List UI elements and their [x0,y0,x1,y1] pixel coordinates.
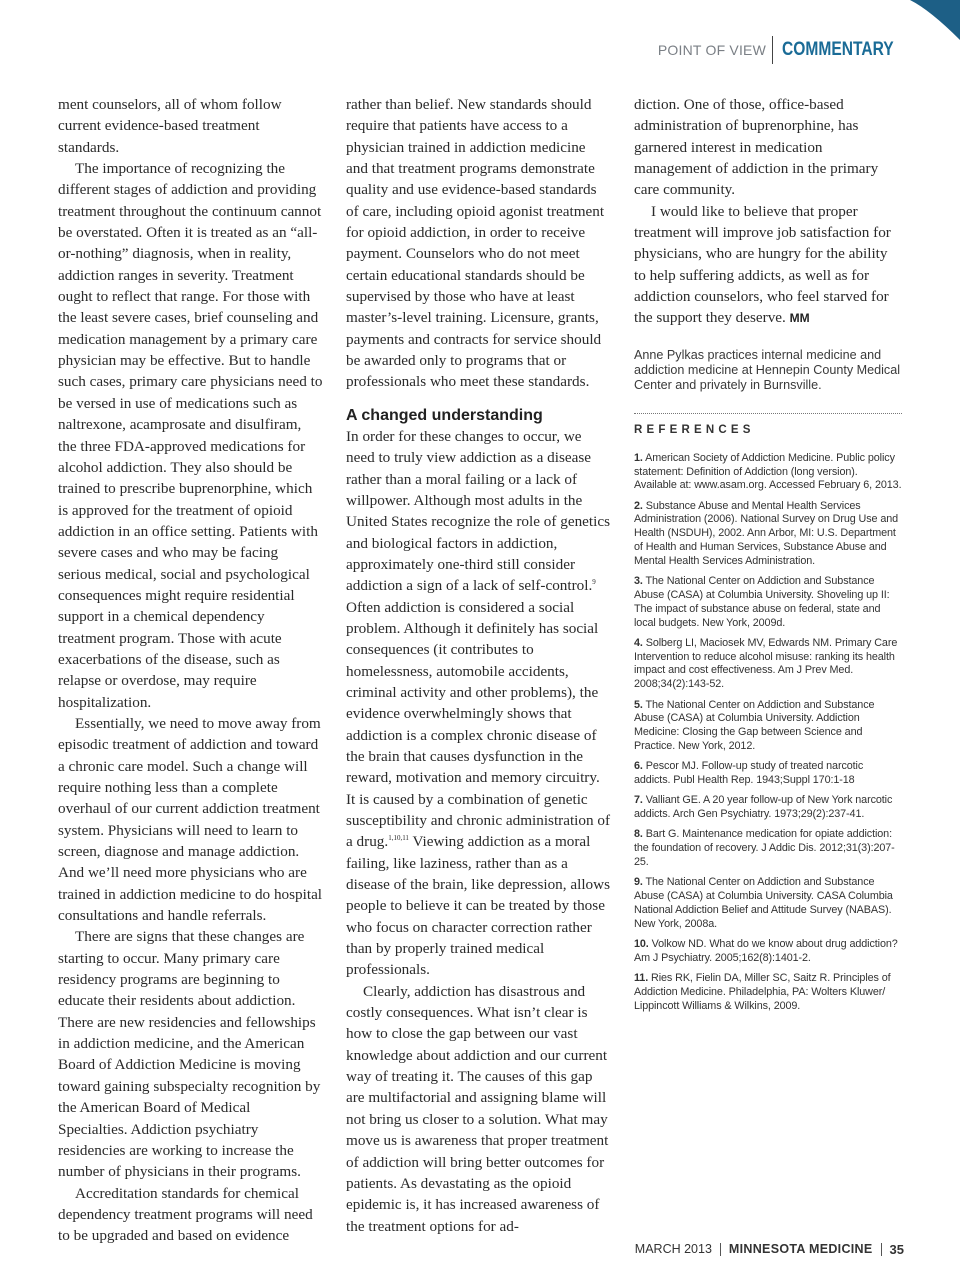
subheading: A changed understanding [346,406,543,424]
citation-marker: 1,10,11 [388,834,409,843]
paragraph: ment counselors, all of whom follow current evidence-based treatment standards. [58,96,282,156]
reference-item [634,794,902,822]
reference-text: The National Center on Addiction and Substance Abuse (CASA) at Columbia University. Shoveling up II: The impact of substance abuse on federal, state and local budgets. New York, 2009d. [634,575,890,629]
page-header [658,36,902,64]
reference-text: Valliant GE. A 20 year follow-up of New York narcotic addicts. Arch Gen Psychiatry. 1973;29(2):237-41. [634,794,893,821]
section-label: POINT OF VIEW [657,42,766,58]
reference-number: 5. [634,698,643,711]
reference-text: Bart G. Maintenance medication for opiate addiction: the foundation of recovery. J Addic Dis. 2012;31(3):207-25. [634,828,895,868]
paragraph: There are signs that these changes are starting to occur. Many primary care residency programs are beginning to educate their residents about addiction. There are new residencies and fellowships in addiction medicine, and the American Board of Addiction Medicine is moving toward gaining subspecialty recognition by the American Board of Medical Specialties. Addiction psychiatry residencies are working to increase the number of physicians in their programs. [58,928,321,1181]
paragraph: Clearly, addiction has disastrous and costly consequences. What isn’t clear is how to close the gap between our vast knowledge about addiction and our current way of treating it. The causes of this gap are multifactorial and assigning blame will not bring us closer to a solution. What may move us is awareness that proper treatment of addiction will bring better outcomes for patients. As devastating as the opioid epidemic is, it has increased awareness of the treatment options for ad- [346,982,609,1235]
paragraph [346,426,611,981]
reference-number: 9. [634,876,643,889]
text-span: Often addiction is considered a social problem. Although it definitely has social consequences (it contributes to homelessness, automobile accidents, criminal activity and other problems), the evidence overwhelmingly shows that addiction is a complex chronic disease of the brain that causes dysfunction in the reward, motivation and memory circuitry. It is caused by a combination of genetic susceptibility and chronic administration of a drug. [346,598,611,851]
reference-number: 1. [634,451,643,464]
references-list [634,452,902,1014]
reference-number: 11. [634,972,649,985]
reference-item [634,876,902,931]
citation-marker: 9 [592,578,596,587]
text-span: Viewing addiction as a moral failing, like laziness, rather than as a disease of the brain, like depression, allows people to believe it can be treated by those who focus on character correction rather than by properly trained medical professionals. [346,833,611,979]
reference-text: Volkow ND. What do we know about drug addiction? Am J Psychiatry. 2005;162(8):1401-2. [634,937,898,964]
column-1 [58,94,323,1247]
reference-text: The National Center on Addiction and Substance Abuse (CASA) at Columbia University. Addiction Medicine: Closing the Gap between Science and Practice. New York, 2012. [634,698,875,752]
reference-item [634,760,902,788]
reference-number: 7. [634,794,643,807]
paragraph: diction. One of those, office-based administration of buprenorphine, has garnered interest in medication management of addiction in the primary care community. [634,96,879,199]
reference-item [634,500,902,569]
dotted-divider [634,413,902,414]
reference-text: American Society of Addiction Medicine. Public policy statement: Definition of Addiction (long version). Available at: www.asam.org. Accessed February 6, 2013. [634,451,902,492]
reference-item [634,938,902,966]
magazine-name: MINNESOTA MEDICINE [728,1242,873,1256]
text-span: In order for these changes to occur, we need to truly view addiction as a disease rather than a moral failing or a lack of willpower. Although most adults in the United States recognize the role of genetics and biological factors in addiction, approximately one-third still consider addiction a sign of a lack of self-control. [346,427,610,595]
reference-item [634,452,902,493]
footer-divider [881,1243,882,1256]
reference-item [634,637,902,692]
reference-number: 10. [634,937,649,950]
reference-text: Substance Abuse and Mental Health Services Administration (2006). National Survey on Drug Use and Health (NSDUH), 2002. Ann Arbor, MI: U.S. Department of Health and Human Services, Substance Abuse and Mental Health Services Administration. [634,499,899,567]
text-span: I would like to believe that proper treatment will improve job satisfaction for physicians, who are hungry for the ability to help suffering addicts, as well as for addiction counselors, who feel starved for the support they deserve. [634,202,891,327]
reference-number: 8. [634,828,643,841]
end-mark: MM [789,311,810,326]
reference-number: 6. [634,760,643,773]
reference-item [634,828,902,869]
reference-text: Ries RK, Fielin DA, Miller SC, Saitz R. Principles of Addiction Medicine. Philadelphia, PA: Wolters Kluwer/ Lippincott Williams & Wilkins, 2009. [634,972,891,1012]
page-footer [635,1241,904,1257]
reference-number: 3. [634,575,643,588]
reference-text: Pescor MJ. Follow-up study of treated narcotic addicts. Publ Health Rep. 1943;Suppl 170:1-18 [634,760,864,787]
reference-number: 2. [634,499,643,512]
reference-text: Solberg LI, Maciosek MV, Edwards NM. Primary Care Intervention to reduce alcohol misuse: ranking its health impact and cost effectiveness. Am J Prev Med. 2008;34(2):143-52. [634,636,898,691]
reference-item [634,699,902,754]
category-label: COMMENTARY [782,39,894,60]
author-bio: Anne Pylkas practices internal medicine and addiction medicine at Hennepin County Medical Center and privately in Burnsville. [634,347,901,392]
paragraph: The importance of recognizing the different stages of addiction and providing treatment throughout the continuum cannot be overstated. Often it is treated as an “all-or-nothing” diagnosis, when in reality, addiction ranges in severity. Treatment ought to reflect that range. For those with the least severe cases, brief counseling and medication management by a primary care physician may be effective. But to handle such cases, primary care physicians need to be versed in use of medications such as naltrexone, acamprosate and disulfiram, the three FDA-approved medications for alcohol addiction. They also should be trained to prescribe buprenorphine, which is approved for the treatment of opioid addiction in an office setting. Patients with severe cases and who may be facing serious medical, social and psychological consequences might require residential support in a chemical dependency treatment program. Those with acute exacerbations of the disease, such as relapse or overdose, may require hospitalization. [58,160,323,711]
column-3 [634,94,902,1020]
paragraph [634,201,902,330]
reference-item [634,575,902,630]
issue-date: MARCH 2013 [634,1242,712,1256]
column-2 [346,94,611,1237]
reference-item [634,972,902,1013]
page-number: 35 [889,1241,904,1257]
reference-text: The National Center on Addiction and Substance Abuse (CASA) at Columbia University. CASA Columbia National Addiction Belief and Attitude Survey (NABAS). New York, 2008a. [634,876,893,930]
paragraph: rather than belief. New standards should require that patients have access to a physician trained in addiction medicine and that treatment programs demonstrate quality and use evidence-based standards of care, including opioid agonist treatment for opioid addiction, in order to receive payment. Counselors who do not meet certain educational standards should be supervised by those who have at least master’s-level training. Licensure, grants, payments and contracts for service should be awarded only to programs that or professionals who meet these standards. [346,96,605,391]
paragraph: Essentially, we need to move away from episodic treatment of addiction and toward a chronic care model. Such a change will require nothing less than a complete overhaul of our current addiction treatment system. Physicians will need to learn to screen, diagnose and manage addiction. And we’ll need more physicians who are trained in addiction medicine to do hospital consultations and handle referrals. [58,714,323,925]
references-heading: REFERENCES [634,423,755,436]
footer-divider [720,1243,721,1256]
paragraph: Accreditation standards for chemical dependency treatment programs will need to be upgraded and based on evidence [58,1184,313,1245]
header-divider [772,36,773,64]
reference-number: 4. [634,636,643,649]
